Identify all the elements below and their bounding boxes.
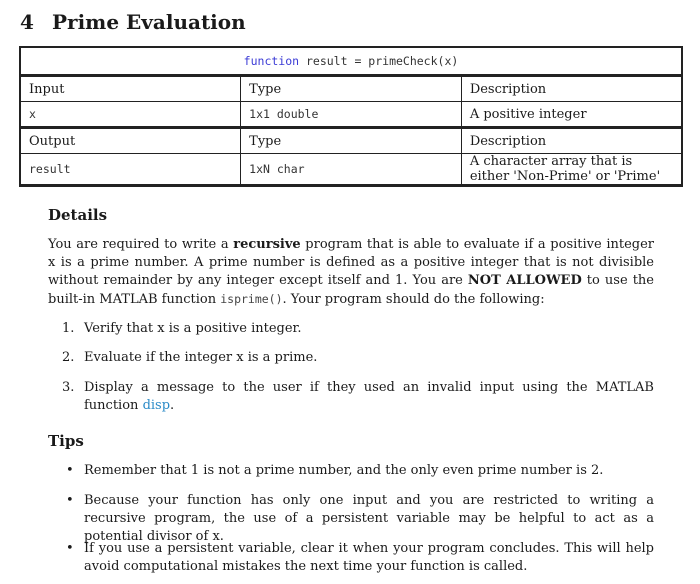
step-end: .	[170, 398, 175, 413]
details-text-c: program that is able to evaluate if a positive integer x is a prime number. A prime number is defined as a positive integer that is not divisible without remainder by any integer except itself and 1. You are	[48, 237, 654, 288]
step-marker: 2.	[62, 350, 75, 365]
step-item	[62, 379, 654, 415]
steps-list-3	[62, 379, 654, 415]
tip-text: Because your function has only one input and you are restricted to writing a recursive program, the use of a persistent variable may be helpful to act as a potential divisor of x.	[84, 493, 654, 544]
section-title-text: Prime Evaluation	[52, 10, 246, 34]
step-text: Display a message to the user if they used an invalid input using the MATLAB function	[84, 380, 654, 413]
step-marker: 1.	[62, 321, 75, 336]
output-name-cell: result	[20, 154, 241, 186]
tip-text: If you use a persistent variable, clear it when your program concludes. This will help avoid computational mistakes the next time your function is called.	[84, 541, 654, 574]
details-bold-not-allowed: NOT ALLOWED	[467, 273, 582, 288]
isprime-code: isprime()	[220, 292, 283, 306]
details-paragraph	[48, 236, 654, 309]
section-number: 4	[20, 10, 34, 34]
function-signature-table	[19, 46, 683, 187]
details-bold-recursive: recursive	[233, 237, 301, 252]
section-title	[20, 10, 246, 34]
output-header-cell: Output	[20, 128, 241, 154]
bullet-icon: •	[66, 493, 74, 508]
tips-list-2	[62, 492, 654, 546]
input-description-cell: A positive integer	[461, 102, 682, 128]
output-header-row	[20, 128, 682, 154]
input-row	[20, 102, 682, 128]
output-type-header-cell: Type	[241, 128, 462, 154]
tip-text: Remember that 1 is not a prime number, and the only even prime number is 2.	[84, 463, 604, 478]
tip-item	[62, 540, 654, 576]
step-marker: 3.	[62, 380, 75, 395]
tip-item	[62, 462, 654, 480]
step-text: Verify that x is a positive integer.	[84, 321, 302, 336]
description-header-cell: Description	[461, 76, 682, 102]
details-text-e: to use the built-in MATLAB function	[48, 273, 654, 307]
tip-item	[62, 492, 654, 546]
step-item	[62, 320, 654, 338]
tips-list-3	[62, 540, 654, 576]
step-text: Evaluate if the integer x is a prime.	[84, 350, 318, 365]
bullet-icon: •	[66, 541, 74, 556]
function-keyword: function	[243, 54, 300, 68]
input-type-cell: 1x1 double	[241, 102, 462, 128]
function-signature-rest: result = primeCheck(x)	[299, 54, 459, 68]
tips-heading: Tips	[48, 432, 84, 450]
output-type-cell: 1xN char	[241, 154, 462, 186]
input-name-cell: x	[20, 102, 241, 128]
details-text-f: . Your program should do the following:	[282, 292, 545, 307]
output-description-header-cell: Description	[461, 128, 682, 154]
function-signature	[20, 47, 682, 76]
disp-link[interactable]: disp	[142, 398, 171, 413]
type-header-cell: Type	[241, 76, 462, 102]
output-row	[20, 154, 682, 186]
steps-list	[62, 320, 654, 338]
input-header-row	[20, 76, 682, 102]
steps-list-2	[62, 349, 654, 367]
bullet-icon: •	[66, 463, 74, 478]
output-description-cell: A character array that is either 'Non-Prime' or 'Prime'	[461, 154, 682, 186]
input-header-cell: Input	[20, 76, 241, 102]
tips-list-1	[62, 462, 654, 480]
step-item	[62, 349, 654, 367]
details-heading: Details	[48, 206, 108, 224]
details-text-a: You are required to write a	[48, 237, 234, 252]
